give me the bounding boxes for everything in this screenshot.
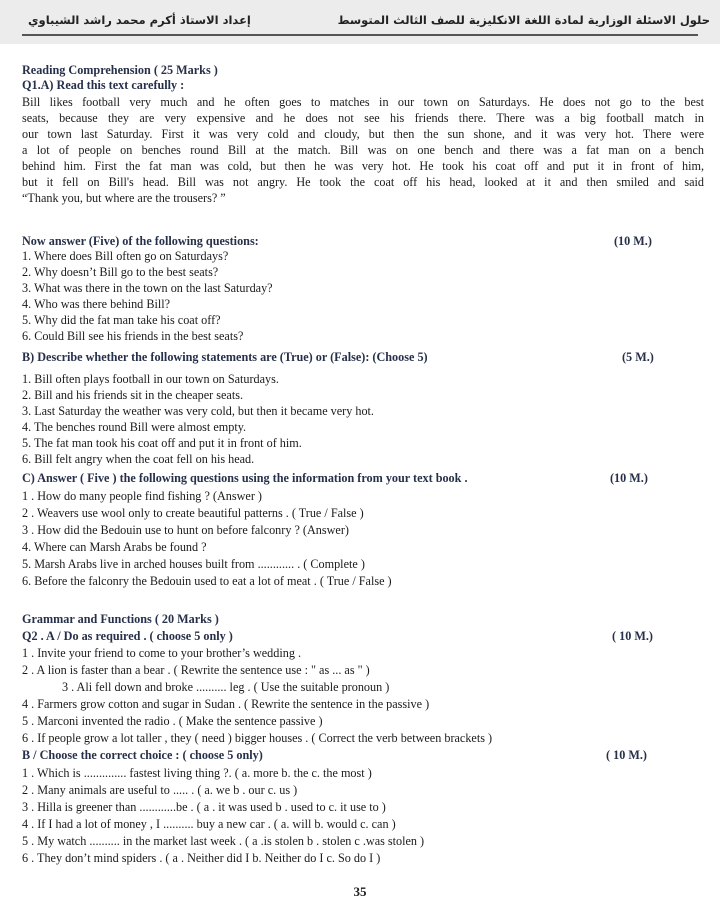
question-item: 2. Why doesn’t Bill go to the best seats? [22,265,219,279]
question-item: 5. Why did the fat man take his coat off? [22,313,221,327]
grammar-item: 2 . A lion is faster than a bear . ( Rewrite the sentence use : " as ... as " ) [22,663,370,677]
statement-item: 4. The benches round Bill were almost empty. [22,420,247,434]
passage-line: our town last Saturday. First it was very cold and cloudy, but then the sun shone, and it was very hot. There were [22,127,704,141]
q2b-instruction: B / Choose the correct choice : ( choose 5 only) [22,748,263,762]
grammar-item: 6 . If people grow a lot taller , they ( need ) bigger houses . ( Correct the verb between brackets ) [22,731,493,745]
choice-item: 1 . Which is .............. fastest living thing ?. ( a. more b. the c. the most ) [22,766,372,780]
passage-line: behind him. First the fat man was cold, but then he was very hot. He took his coat off and put it in front of him, [22,159,704,173]
question-item: 4. Where can Marsh Arabs be found ? [22,540,207,554]
q2a-marks: ( 10 M.) [612,629,653,643]
section-c-marks: (10 M.) [610,471,648,485]
passage-line: “Thank you, but where are the trousers? ” [22,191,226,205]
section-c-heading: C) Answer ( Five ) the following questions using the information from your text book . [22,471,468,485]
grammar-item: 4 . Farmers grow cotton and sugar in Sudan . ( Rewrite the sentence in the passive ) [22,697,430,711]
statement-item: 5. The fat man took his coat off and put it in front of him. [22,436,302,450]
question-item: 2 . Weavers use wool only to create beautiful patterns . ( True / False ) [22,506,364,520]
choice-item: 4 . If I had a lot of money , I .......... buy a new car . ( a. will b. would c. can ) [22,817,396,831]
choice-item: 6 . They don’t mind spiders . ( a . Neither did I b. Neither do I c. So do I ) [22,851,381,865]
section-b-heading: B) Describe whether the following statements are (True) or (False): (Choose 5) [22,350,428,364]
grammar-item: 1 . Invite your friend to come to your brother’s wedding . [22,646,302,660]
reading-heading: Reading Comprehension ( 25 Marks ) [22,63,218,77]
question-item: 6. Could Bill see his friends in the best seats? [22,329,244,343]
page-number: 35 [353,884,367,899]
question-item: 3 . How did the Bedouin use to hunt on before falconry ? (Answer) [22,523,349,537]
passage-line: a lot of people on benches round Bill at the match. Bill was on one bench and there was a fat man on a bench [22,143,704,157]
passage-line: seats, because they are very expensive and he does not see his friends there. There was a big football match in [22,111,704,125]
question-item: 4. Who was there behind Bill? [22,297,171,311]
choice-item: 3 . Hilla is greener than ............be . ( a . it was used b . used to c. it use to ) [22,800,386,814]
question-item: 6. Before the falconry the Bedouin used to eat a lot of meat . ( True / False ) [22,574,392,588]
page-header [0,0,720,44]
statement-item: 1. Bill often plays football in our town on Saturdays. [22,372,279,386]
section-a-heading: Now answer (Five) of the following questions: [22,234,259,248]
choice-item: 5 . My watch .......... in the market last week . ( a .is stolen b . stolen c .was stolen ) [22,834,425,848]
section-a-marks: (10 M.) [614,234,652,248]
section-b-marks: (5 M.) [622,350,654,364]
header-author: إعداد الاستاذ أكرم محمد راشد الشيباوي [28,13,251,27]
header-title: حلول الاسئلة الوزارية لمادة اللغة الانكليزية للصف الثالث المتوسط [337,13,710,27]
statement-item: 3. Last Saturday the weather was very cold, but then it became very hot. [22,404,374,418]
statement-item: 6. Bill felt angry when the coat fell on his head. [22,452,255,466]
statement-item: 2. Bill and his friends sit in the cheaper seats. [22,388,244,402]
choice-item: 2 . Many animals are useful to ..... . ( a. we b . our c. us ) [22,783,298,797]
q2a-instruction: Q2 . A / Do as required . ( choose 5 only ) [22,629,233,643]
question-item: 5. Marsh Arabs live in arched houses built from ............ . ( Complete ) [22,557,365,571]
q1a-instruction: Q1.A) Read this text carefully : [22,78,185,92]
question-item: 3. What was there in the town on the last Saturday? [22,281,273,295]
passage-line: Bill likes football very much and he often goes to matches in our town on Saturdays. He does not go to the best [22,95,704,109]
grammar-heading: Grammar and Functions ( 20 Marks ) [22,612,219,626]
grammar-item: 3 . Ali fell down and broke .......... leg . ( Use the suitable pronoun ) [62,680,390,694]
header-divider [22,34,698,36]
passage-line: but it fell on Bill's head. Bill was not angry. He took the coat off his head, looked at it and then smiled and said [22,175,704,189]
question-item: 1 . How do many people find fishing ? (Answer ) [22,489,262,503]
grammar-item: 5 . Marconi invented the radio . ( Make the sentence passive ) [22,714,323,728]
question-item: 1. Where does Bill often go on Saturdays? [22,249,229,263]
q2b-marks: ( 10 M.) [606,748,647,762]
